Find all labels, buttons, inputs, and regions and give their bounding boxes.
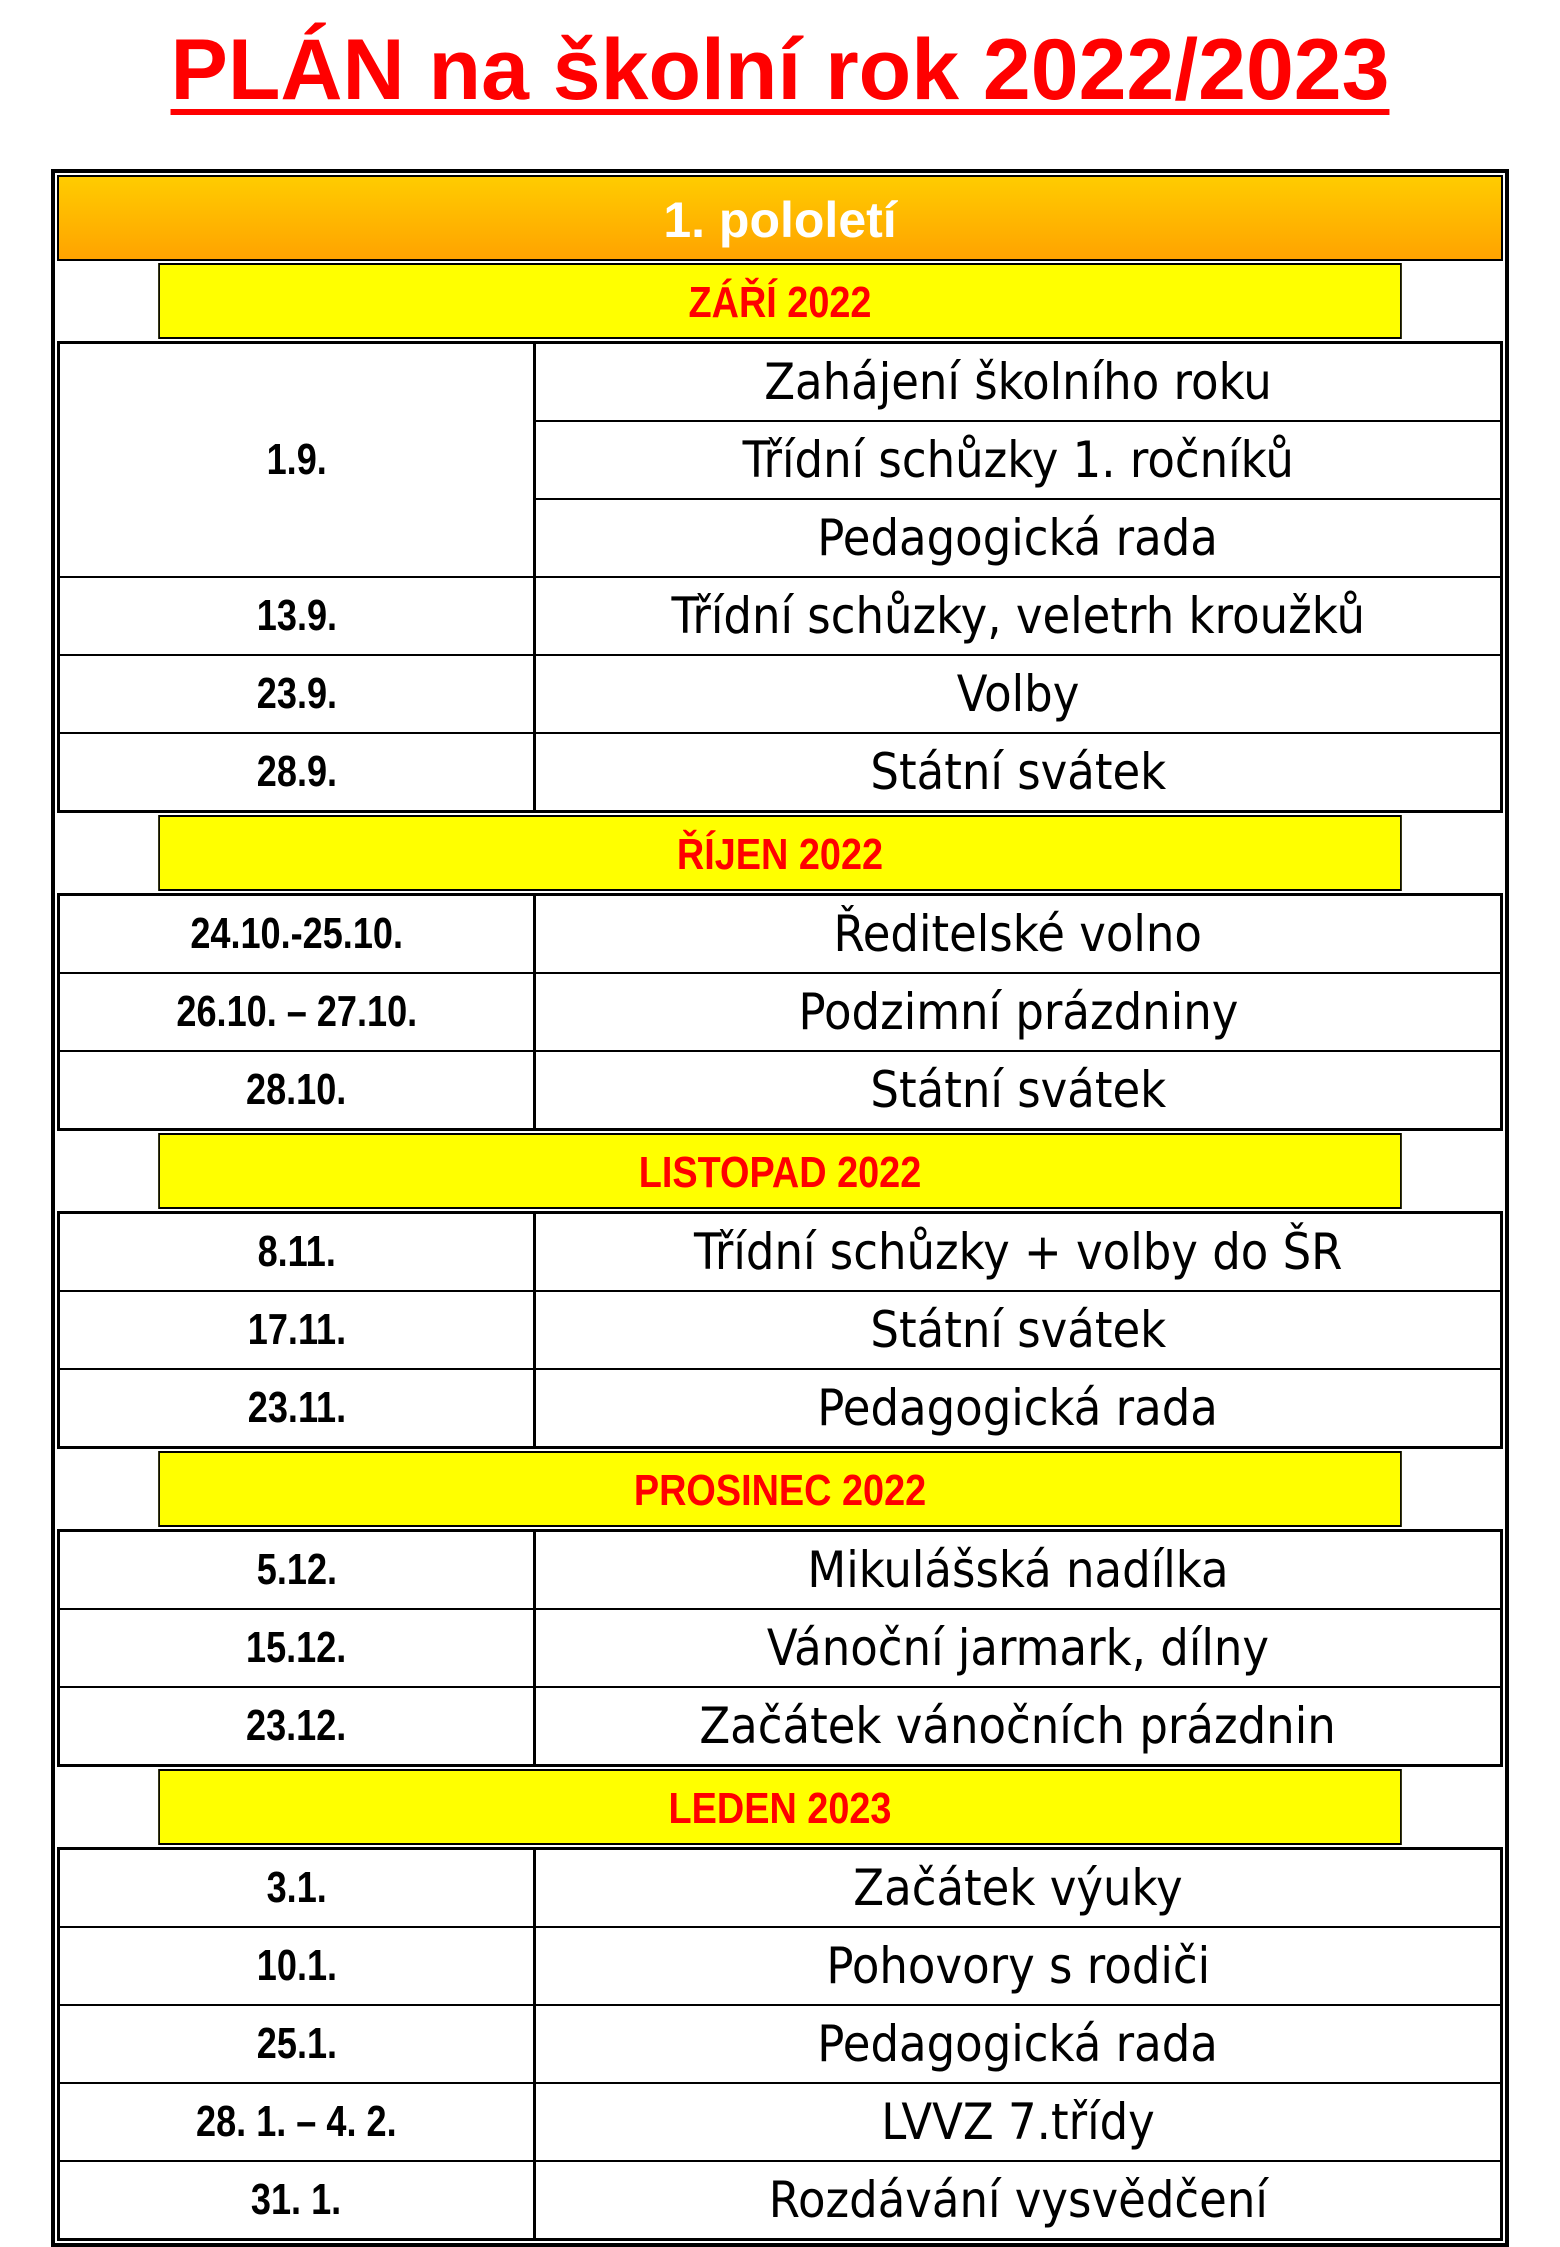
- event-cell: [536, 974, 1500, 1052]
- event-cell: [536, 1928, 1500, 2006]
- date-cell: [60, 896, 536, 974]
- event-cell: [536, 734, 1500, 810]
- date-cell: [60, 1292, 536, 1370]
- date-text: 24.10.-25.10.: [190, 909, 403, 958]
- date-cell: [60, 344, 536, 578]
- date-cell: [60, 1688, 536, 1764]
- month-header: LISTOPAD 2022: [158, 1133, 1402, 1209]
- event-text: LVVZ 7.třídy: [881, 2093, 1155, 2151]
- event-text: Pedagogická rada: [817, 509, 1219, 567]
- event-text: Ředitelské volno: [833, 905, 1203, 963]
- event-cell: [536, 1532, 1500, 1610]
- month-table: [57, 341, 1503, 813]
- date-text: 28.10.: [246, 1065, 347, 1114]
- event-text: Rozdávání vysvědčení: [768, 2171, 1268, 2229]
- date-text: 1.9.: [266, 435, 327, 484]
- event-cell: [536, 1610, 1500, 1688]
- event-text: Začátek výuky: [853, 1859, 1183, 1917]
- date-text: 15.12.: [246, 1623, 347, 1672]
- event-cell: [536, 1052, 1500, 1128]
- event-text: Začátek vánočních prázdnin: [699, 1697, 1337, 1755]
- semester-header: 1. pololetí: [57, 175, 1503, 261]
- date-cell: [60, 1532, 536, 1610]
- date-text: 25.1.: [256, 2019, 337, 2068]
- date-text: 28.9.: [256, 747, 337, 796]
- date-cell: [60, 2006, 536, 2084]
- date-text: 23.9.: [256, 669, 337, 718]
- event-text: Zahájení školního roku: [764, 353, 1272, 411]
- event-cell: [536, 1688, 1500, 1764]
- date-cell: [60, 1928, 536, 2006]
- event-text: Třídní schůzky, veletrh kroužků: [671, 587, 1365, 645]
- plan-table: [51, 169, 1509, 2247]
- event-cell: [536, 1292, 1500, 1370]
- date-cell: [60, 578, 536, 656]
- date-cell: [60, 1370, 536, 1446]
- page-title-text: PLÁN na školní rok 2022/2023: [170, 22, 1390, 118]
- date-text: 23.11.: [247, 1383, 346, 1432]
- event-text: Státní svátek: [870, 1301, 1166, 1359]
- date-text: 10.1.: [256, 1941, 337, 1990]
- event-text: Státní svátek: [870, 743, 1166, 801]
- event-cell: [536, 656, 1500, 734]
- event-text: Vánoční jarmark, dílny: [766, 1619, 1270, 1677]
- event-text: Pohovory s rodiči: [826, 1937, 1210, 1995]
- event-cell: [536, 1850, 1500, 1928]
- event-text: Třídní schůzky + volby do ŠR: [693, 1223, 1343, 1281]
- event-cell: [536, 896, 1500, 974]
- event-text: Pedagogická rada: [817, 2015, 1219, 2073]
- event-text: Pedagogická rada: [817, 1379, 1219, 1437]
- event-cell: [536, 2084, 1500, 2162]
- date-cell: [60, 2162, 536, 2238]
- date-text: 26.10. – 27.10.: [176, 987, 417, 1036]
- month-header: ŘÍJEN 2022: [158, 815, 1402, 891]
- event-cell: [536, 422, 1500, 500]
- event-cell: [536, 2162, 1500, 2238]
- date-cell: [60, 1850, 536, 1928]
- month-table: [57, 1847, 1503, 2241]
- date-text: 13.9.: [256, 591, 337, 640]
- month-header: ZÁŘÍ 2022: [158, 263, 1402, 339]
- date-text: 3.1.: [266, 1863, 327, 1912]
- event-text: Státní svátek: [870, 1061, 1166, 1119]
- page-title: [0, 20, 1560, 120]
- event-cell: [536, 578, 1500, 656]
- month-header: PROSINEC 2022: [158, 1451, 1402, 1527]
- month-table: [57, 1529, 1503, 1767]
- date-text: 5.12.: [256, 1545, 337, 1594]
- event-cell: [536, 344, 1500, 422]
- date-text: 31. 1.: [251, 2175, 342, 2224]
- month-table: [57, 1211, 1503, 1449]
- event-text: Mikulášská nadílka: [807, 1541, 1229, 1599]
- date-cell: [60, 734, 536, 810]
- date-cell: [60, 1052, 536, 1128]
- date-cell: [60, 656, 536, 734]
- event-cell: [536, 2006, 1500, 2084]
- date-text: 8.11.: [257, 1227, 336, 1276]
- date-cell: [60, 1214, 536, 1292]
- month-header: LEDEN 2023: [158, 1769, 1402, 1845]
- month-table: [57, 893, 1503, 1131]
- date-cell: [60, 974, 536, 1052]
- event-cell: [536, 500, 1500, 578]
- event-text: Volby: [956, 665, 1080, 723]
- event-text: Podzimní prázdniny: [798, 983, 1238, 1041]
- date-cell: [60, 1610, 536, 1688]
- date-cell: [60, 2084, 536, 2162]
- date-text: 28. 1. – 4. 2.: [196, 2097, 397, 2146]
- date-text: 23.12.: [246, 1701, 347, 1750]
- event-cell: [536, 1370, 1500, 1446]
- date-text: 17.11.: [247, 1305, 346, 1354]
- months-container: [55, 263, 1505, 2241]
- event-text: Třídní schůzky 1. ročníků: [742, 431, 1294, 489]
- event-cell: [536, 1214, 1500, 1292]
